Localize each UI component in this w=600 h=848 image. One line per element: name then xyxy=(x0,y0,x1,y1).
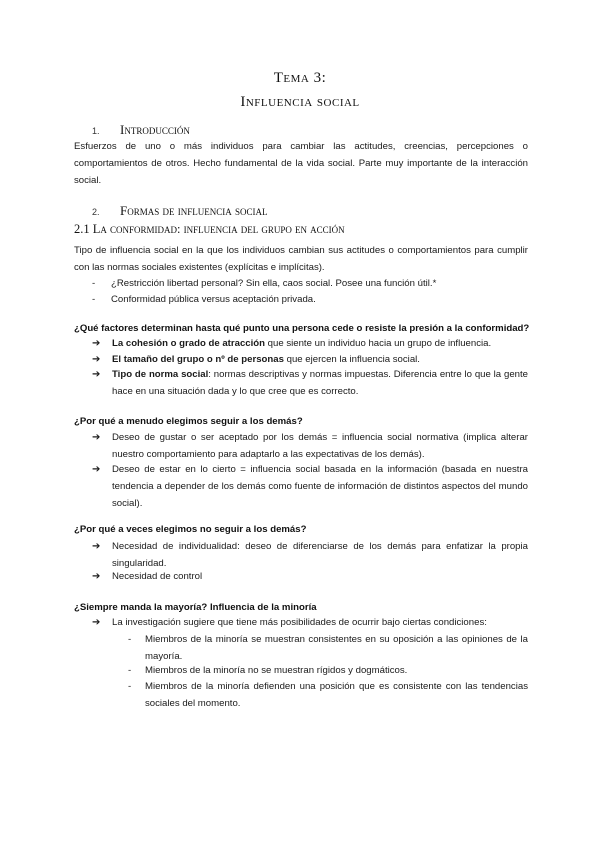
sub-item-text: Miembros de la minoría defienden una posición que es consistente con las tendencias sociales del momento. xyxy=(145,681,528,709)
dash-item-text: Conformidad pública versus aceptación privada. xyxy=(111,294,316,305)
section-2-title: Formas de influencia social xyxy=(120,203,268,218)
section-1-heading xyxy=(92,122,190,138)
arrow-icon: ➔ xyxy=(92,617,101,628)
question-follow-others: ¿Por qué a menudo elegimos seguir a los demás? xyxy=(74,416,303,427)
arrow-icon: ➔ xyxy=(92,571,101,582)
arrow-icon: ➔ xyxy=(92,464,101,475)
dash-list-item xyxy=(92,291,532,308)
section-2-number: 2. xyxy=(92,207,100,217)
question-minority-influence: ¿Siempre manda la mayoría? Influencia de la minoría xyxy=(74,602,317,613)
item-text: La investigación sugiere que tiene más posibilidades de ocurrir bajo ciertas condiciones: xyxy=(112,617,487,628)
dash-item-text: ¿Restricción libertad personal? Sin ella, caos social. Posee una función útil.* xyxy=(111,278,437,289)
question-conformity-factors: ¿Qué factores determinan hasta qué punto una persona cede o resiste la presión a la conformidad? xyxy=(74,323,530,334)
item-text: Deseo de estar en lo cierto = influencia social basada en la información (basada en nuestra tendencia a depender de los demás como fuente de información de distintos aspectos del mundo social). xyxy=(112,464,528,509)
dash-marker: - xyxy=(128,634,132,645)
dash-list-item xyxy=(92,275,532,292)
section-1-title: Introducción xyxy=(120,122,190,137)
arrow-icon: ➔ xyxy=(92,369,101,380)
sub-list-item xyxy=(128,662,528,679)
dash-marker: - xyxy=(92,294,96,305)
question-not-follow-others: ¿Por qué a veces elegimos no seguir a los demás? xyxy=(74,524,307,535)
item-text: Necesidad de individualidad: deseo de diferenciarse de los demás para enfatizar la propia singularidad. xyxy=(112,541,528,569)
item-text: que siente un individuo hacia un grupo de influencia. xyxy=(265,338,492,349)
sub-list-item xyxy=(128,678,528,712)
arrow-list-item xyxy=(92,366,528,400)
item-text: Necesidad de control xyxy=(112,571,203,582)
item-text: Deseo de gustar o ser aceptado por los demás = influencia social normativa (implica alterar nuestro comportamiento para adaptarlo a las expectativas de los demás). xyxy=(112,432,528,460)
section-1-number: 1. xyxy=(92,126,100,136)
arrow-list-item xyxy=(92,568,528,585)
arrow-list-item xyxy=(92,429,528,463)
section-2-1-subheading: 2.1 La conformidad: influencia del grupo en acción xyxy=(74,222,345,236)
dash-marker: - xyxy=(128,665,132,676)
arrow-icon: ➔ xyxy=(92,354,101,365)
page-title-line1: Tema 3: xyxy=(273,70,327,86)
arrow-icon: ➔ xyxy=(92,432,101,443)
item-bold-text: El tamaño del grupo o nº de personas xyxy=(112,354,284,365)
arrow-list-item xyxy=(92,461,528,512)
arrow-list-item xyxy=(92,538,528,572)
arrow-list-item xyxy=(92,614,528,631)
item-text: que ejercen la influencia social. xyxy=(283,354,420,365)
section-2-heading xyxy=(92,203,267,219)
item-bold-text: Tipo de norma social xyxy=(112,369,209,380)
arrow-icon: ➔ xyxy=(92,541,101,552)
sub-list-item xyxy=(128,631,528,665)
arrow-icon: ➔ xyxy=(92,338,101,349)
sub-item-text: Miembros de la minoría no se muestran rígidos y dogmáticos. xyxy=(145,665,408,676)
dash-marker: - xyxy=(128,681,132,692)
item-bold-text: La cohesión o grado de atracción xyxy=(112,338,265,349)
dash-marker: - xyxy=(92,278,96,289)
sub-item-text: Miembros de la minoría se muestran consistentes en su oposición a las opiniones de la mayoría. xyxy=(145,634,528,662)
item-text: : normas descriptivas y normas impuestas. Diferencia entre lo que la gente hace en una situación dada y lo que cree que es correcto. xyxy=(112,369,528,397)
section-2-paragraph: Tipo de influencia social en la que los individuos cambian sus actitudes o comportamientos para cumplir con las normas sociales existentes (explícitas e implícitas). xyxy=(74,245,528,273)
arrow-list-item xyxy=(92,335,528,352)
page-title-line2: Influencia social xyxy=(240,94,360,110)
section-1-paragraph: Esfuerzos de uno o más individuos para cambiar las actitudes, creencias, percepciones o comportamientos de otros. Hecho fundamental de la vida social. Parte muy importante de la interacción social. xyxy=(74,141,528,186)
